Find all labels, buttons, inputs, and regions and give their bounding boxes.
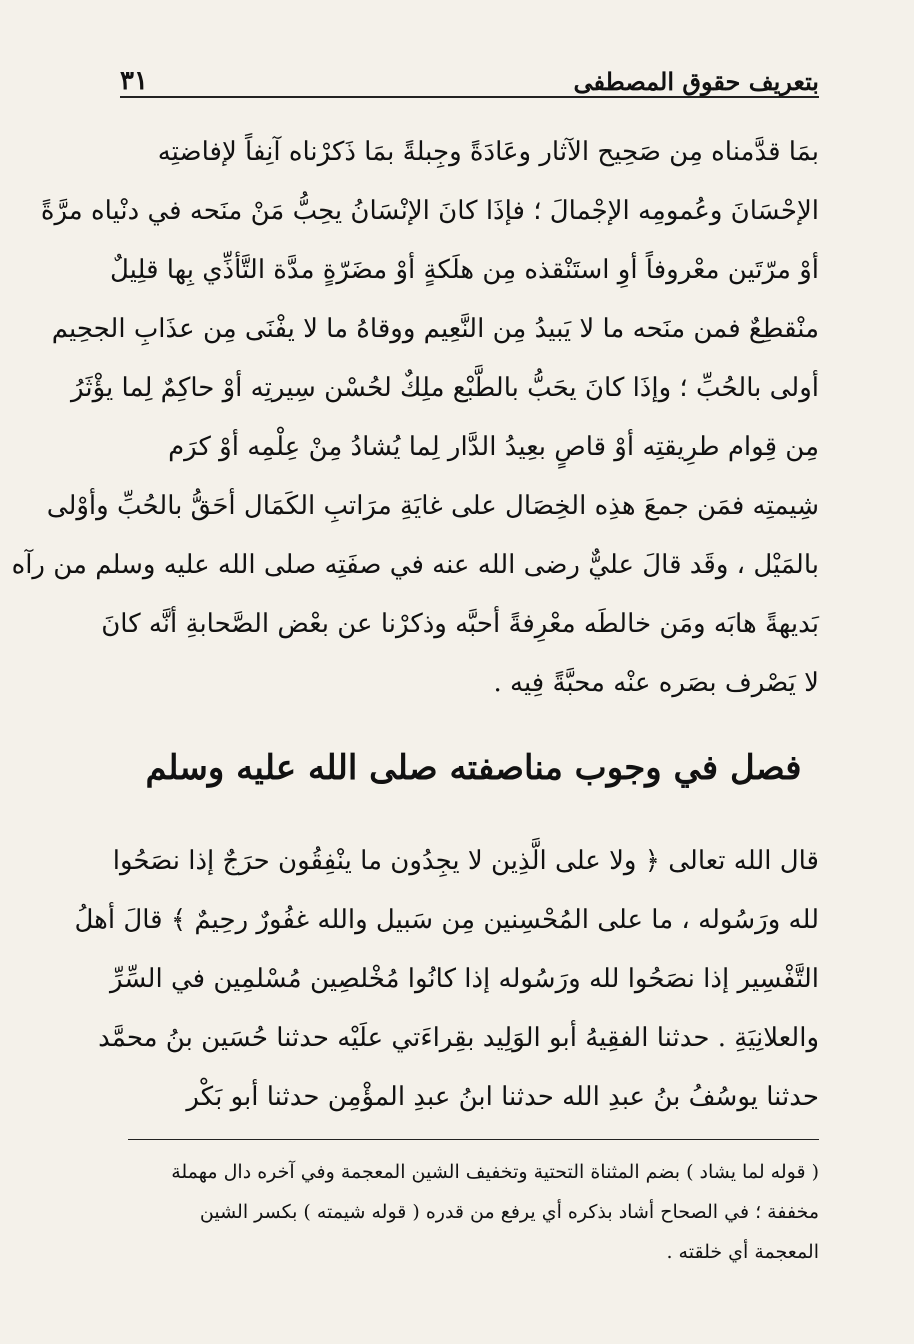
text-line: لا يَصْرف بصَره عنْه محبَّةً فِيه .: [493, 668, 819, 698]
text-line: لله ورَسُوله ، ما على المُحْسِنين مِن سَبيل والله غفُورٌ رحِيمٌ ﴾ قالَ أهلُ: [74, 905, 819, 935]
text-line: حدثنا يوسُفُ بنُ عبدِ الله حدثنا ابنُ عبدِ المؤْمِن حدثنا أبو بَكْر: [186, 1082, 819, 1112]
text-line: منْقطِعٌ فمن منَحه ما لا يَبيدُ مِن النَّعِيم ووقاهُ ما لا يفْنَى مِن عذَابِ الجحِيم: [51, 314, 819, 344]
footnote-rule: [128, 1139, 819, 1140]
text-line: بالمَيْل ، وقَد قالَ عليٌّ رضى الله عنه في صفَتِه صلى الله عليه وسلم من رآه: [11, 550, 819, 580]
text-line: شِيمتِه فمَن جمعَ هذِه الخِصَال على غايَةِ مرَاتبِ الكَمَال أحَقُّ بالحُبِّ وأوْلى: [46, 491, 819, 521]
text-line: والعلانِيَةِ . حدثنا الفقِيهُ أبو الوَلِيد بقِراءَتي علَيْه حدثنا حُسَين بنُ محمَّد: [98, 1023, 819, 1053]
footnotes: [128, 1152, 819, 1272]
paragraph-1: [11, 123, 819, 713]
footnote-line: المعجمة أي خلقته .: [666, 1241, 819, 1263]
text-line: قال الله تعالى ﴿ ولا على الَّذِين لا يجِدُون ما ينْفِقُون حرَجٌ إذا نصَحُوا: [112, 846, 819, 876]
footnote-line: ( قوله لما يشاد ) بضم المثناة التحتية وتخفيف الشين المعجمة وفي آخره دال مهملة: [171, 1161, 819, 1183]
page-number: ٣١: [120, 66, 148, 96]
text-line: التَّفْسِير إذا نصَحُوا لله ورَسُوله إذا كانُوا مُخْلصِين مُسْلمِين في السِّرِّ: [110, 964, 819, 994]
text-line: بمَا قدَّمناه مِن صَحِيح الآثار وعَادَةً وجِبلةً بمَا ذَكرْناه آنِفاً لإفاضتِه: [157, 137, 819, 167]
page-header: [120, 46, 819, 96]
text-line: الإحْسَانَ وعُمومِه الإجْمالَ ؛ فإذَا كانَ الإنْسَانُ يحِبُّ مَنْ منَحه في دنْياه مرَّةً: [40, 196, 819, 226]
text-line: بَديهةً هابَه ومَن خالطَه معْرِفةً أحبَّه وذكرْنا عن بعْض الصَّحابةِ أنَّه كانَ: [101, 609, 819, 639]
header-rule: [120, 96, 819, 98]
text-line: أوْ مرّتَين معْروفاً أوِ استَنْقذه مِن هلَكةٍ أوْ مضَرّةٍ مدَّة التَّأذِّي بِها قلِيلٌ: [109, 255, 819, 285]
text-line: أولى بالحُبِّ ؛ وإذَا كانَ يحَبُّ بالطَّبْع ملِكٌ لحُسْن سِيرتِه أوْ حاكِمٌ لِما يؤْثَرُ: [71, 373, 819, 403]
running-title: بتعريف حقوق المصطفى: [573, 67, 819, 96]
footnote-line: مخففة ؛ في الصحاح أشاد بذكره أي يرفع من قدره ( قوله شيمته ) بكسر الشين: [199, 1201, 819, 1223]
text-line: مِن قِوام طرِيقتِه أوْ قاصٍ بعِيدُ الدَّار لِما يُشادُ مِنْ عِلْمِه أوْ كرَم: [168, 432, 819, 462]
paragraph-2: [74, 832, 819, 1127]
section-heading: فصل في وجوب مناصفته صلى الله عليه وسلم: [145, 748, 802, 788]
